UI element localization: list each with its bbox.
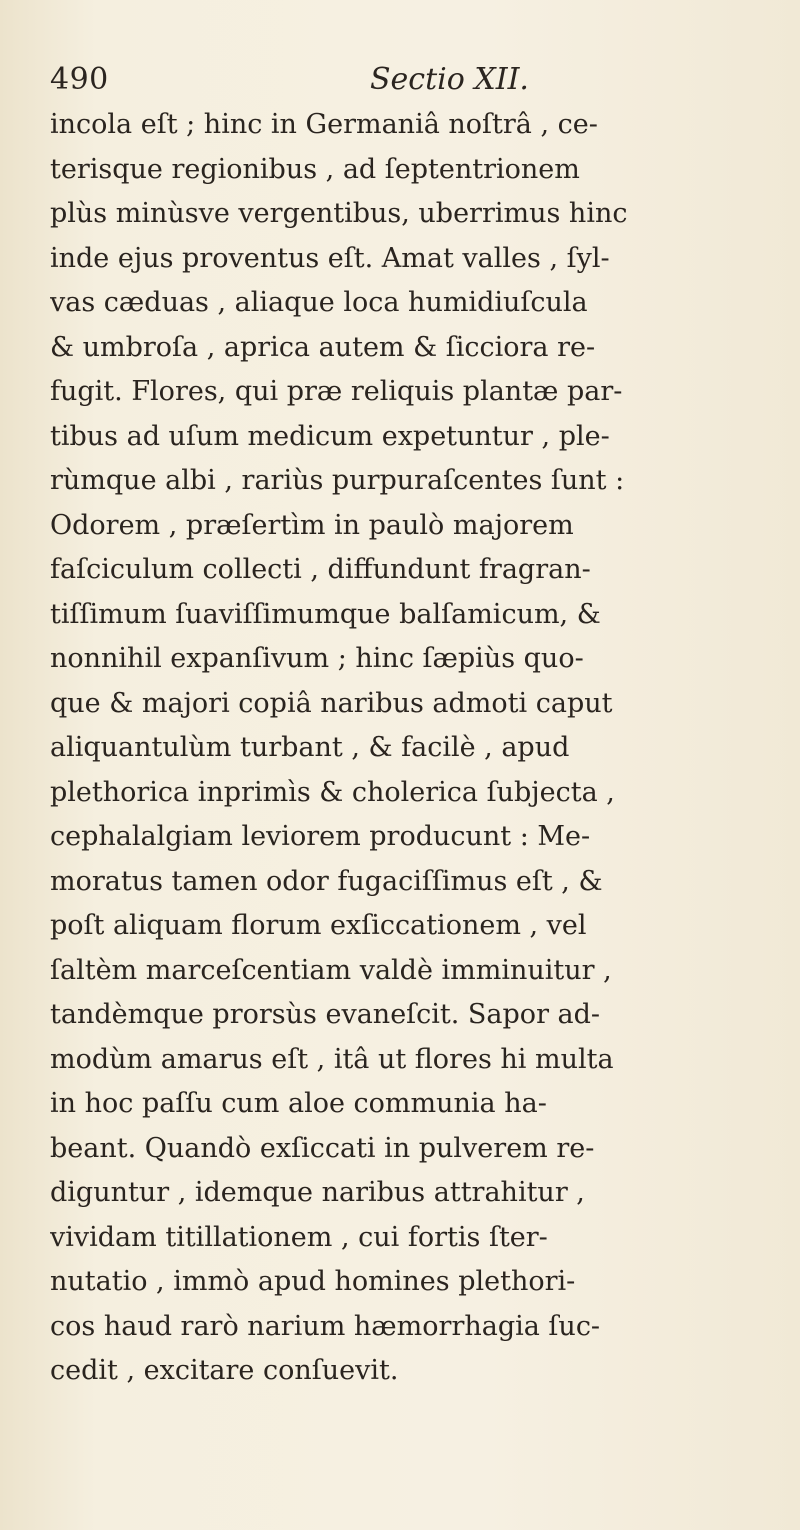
text-line: aliquantulùm turbant , & facilè , apud — [50, 732, 570, 763]
section-title: Sectio XII. — [370, 62, 529, 97]
text-line: cephalalgiam leviorem producunt : Me- — [50, 821, 591, 852]
text-line: Odorem , præſertìm in paulò majorem — [50, 509, 574, 541]
text-line: beant. Quandò exſiccati in pulverem re- — [50, 1132, 595, 1164]
text-line: moratus tamen odor fugaciſſimus eſt , & — [50, 865, 603, 897]
text-line: plethorica inprimìs & cholerica ſubjecta , — [50, 776, 615, 808]
text-line: & umbroſa , aprica autem & ſicciora re- — [50, 331, 596, 363]
body-text — [50, 103, 770, 1394]
page-number: 490 — [50, 62, 109, 97]
text-line: poſt aliquam florum exſiccationem , vel — [50, 910, 587, 941]
text-line: plùs minùsve vergentibus, uberrimus hinc — [50, 198, 628, 229]
text-line: rùmque albi , rariùs purpuraſcentes ſunt : — [50, 465, 625, 496]
text-line: inde ejus proventus eſt. Amat valles , ſyl- — [50, 242, 610, 274]
text-line: que & majori copiâ naribus admoti caput — [50, 687, 613, 719]
text-line: in hoc paſſu cum aloe communia ha- — [50, 1088, 547, 1119]
text-line: tiſſimum ſuaviſſimumque balſamicum, & — [50, 598, 601, 630]
text-line: vividam titillationem , cui fortis ſter- — [50, 1221, 548, 1253]
text-line: terisque regionibus , ad ſeptentrionem — [50, 153, 580, 185]
text-line: cos haud rarò narium hæmorrhagia ſuc- — [50, 1310, 601, 1342]
text-line: faſciculum collecti , diffundunt fragran- — [50, 554, 591, 585]
text-line: fugit. Flores, qui præ reliquis plantæ par- — [50, 376, 623, 407]
text-line: vas cæduas , aliaque loca humidiuſcula — [50, 287, 588, 318]
text-line: tibus ad uſum medicum expetuntur , ple- — [50, 420, 610, 452]
text-line: incola eſt ; hinc in Germaniâ noſtrâ , ce- — [50, 109, 598, 140]
running-head — [50, 62, 750, 102]
text-line: modùm amarus eſt , itâ ut flores hi multa — [50, 1043, 614, 1075]
text-line: ſaltèm marceſcentiam valdè imminuitur , — [50, 954, 612, 986]
text-line: cedit , excitare conſuevit. — [50, 1355, 399, 1386]
text-line: nutatio , immò apud homines plethori- — [50, 1266, 576, 1297]
text-line: nonnihil expanſivum ; hinc ſæpiùs quo- — [50, 643, 584, 674]
text-line: diguntur , idemque naribus attrahitur , — [50, 1177, 585, 1208]
text-line: tandèmque prorsùs evaneſcit. Sapor ad- — [50, 999, 601, 1030]
